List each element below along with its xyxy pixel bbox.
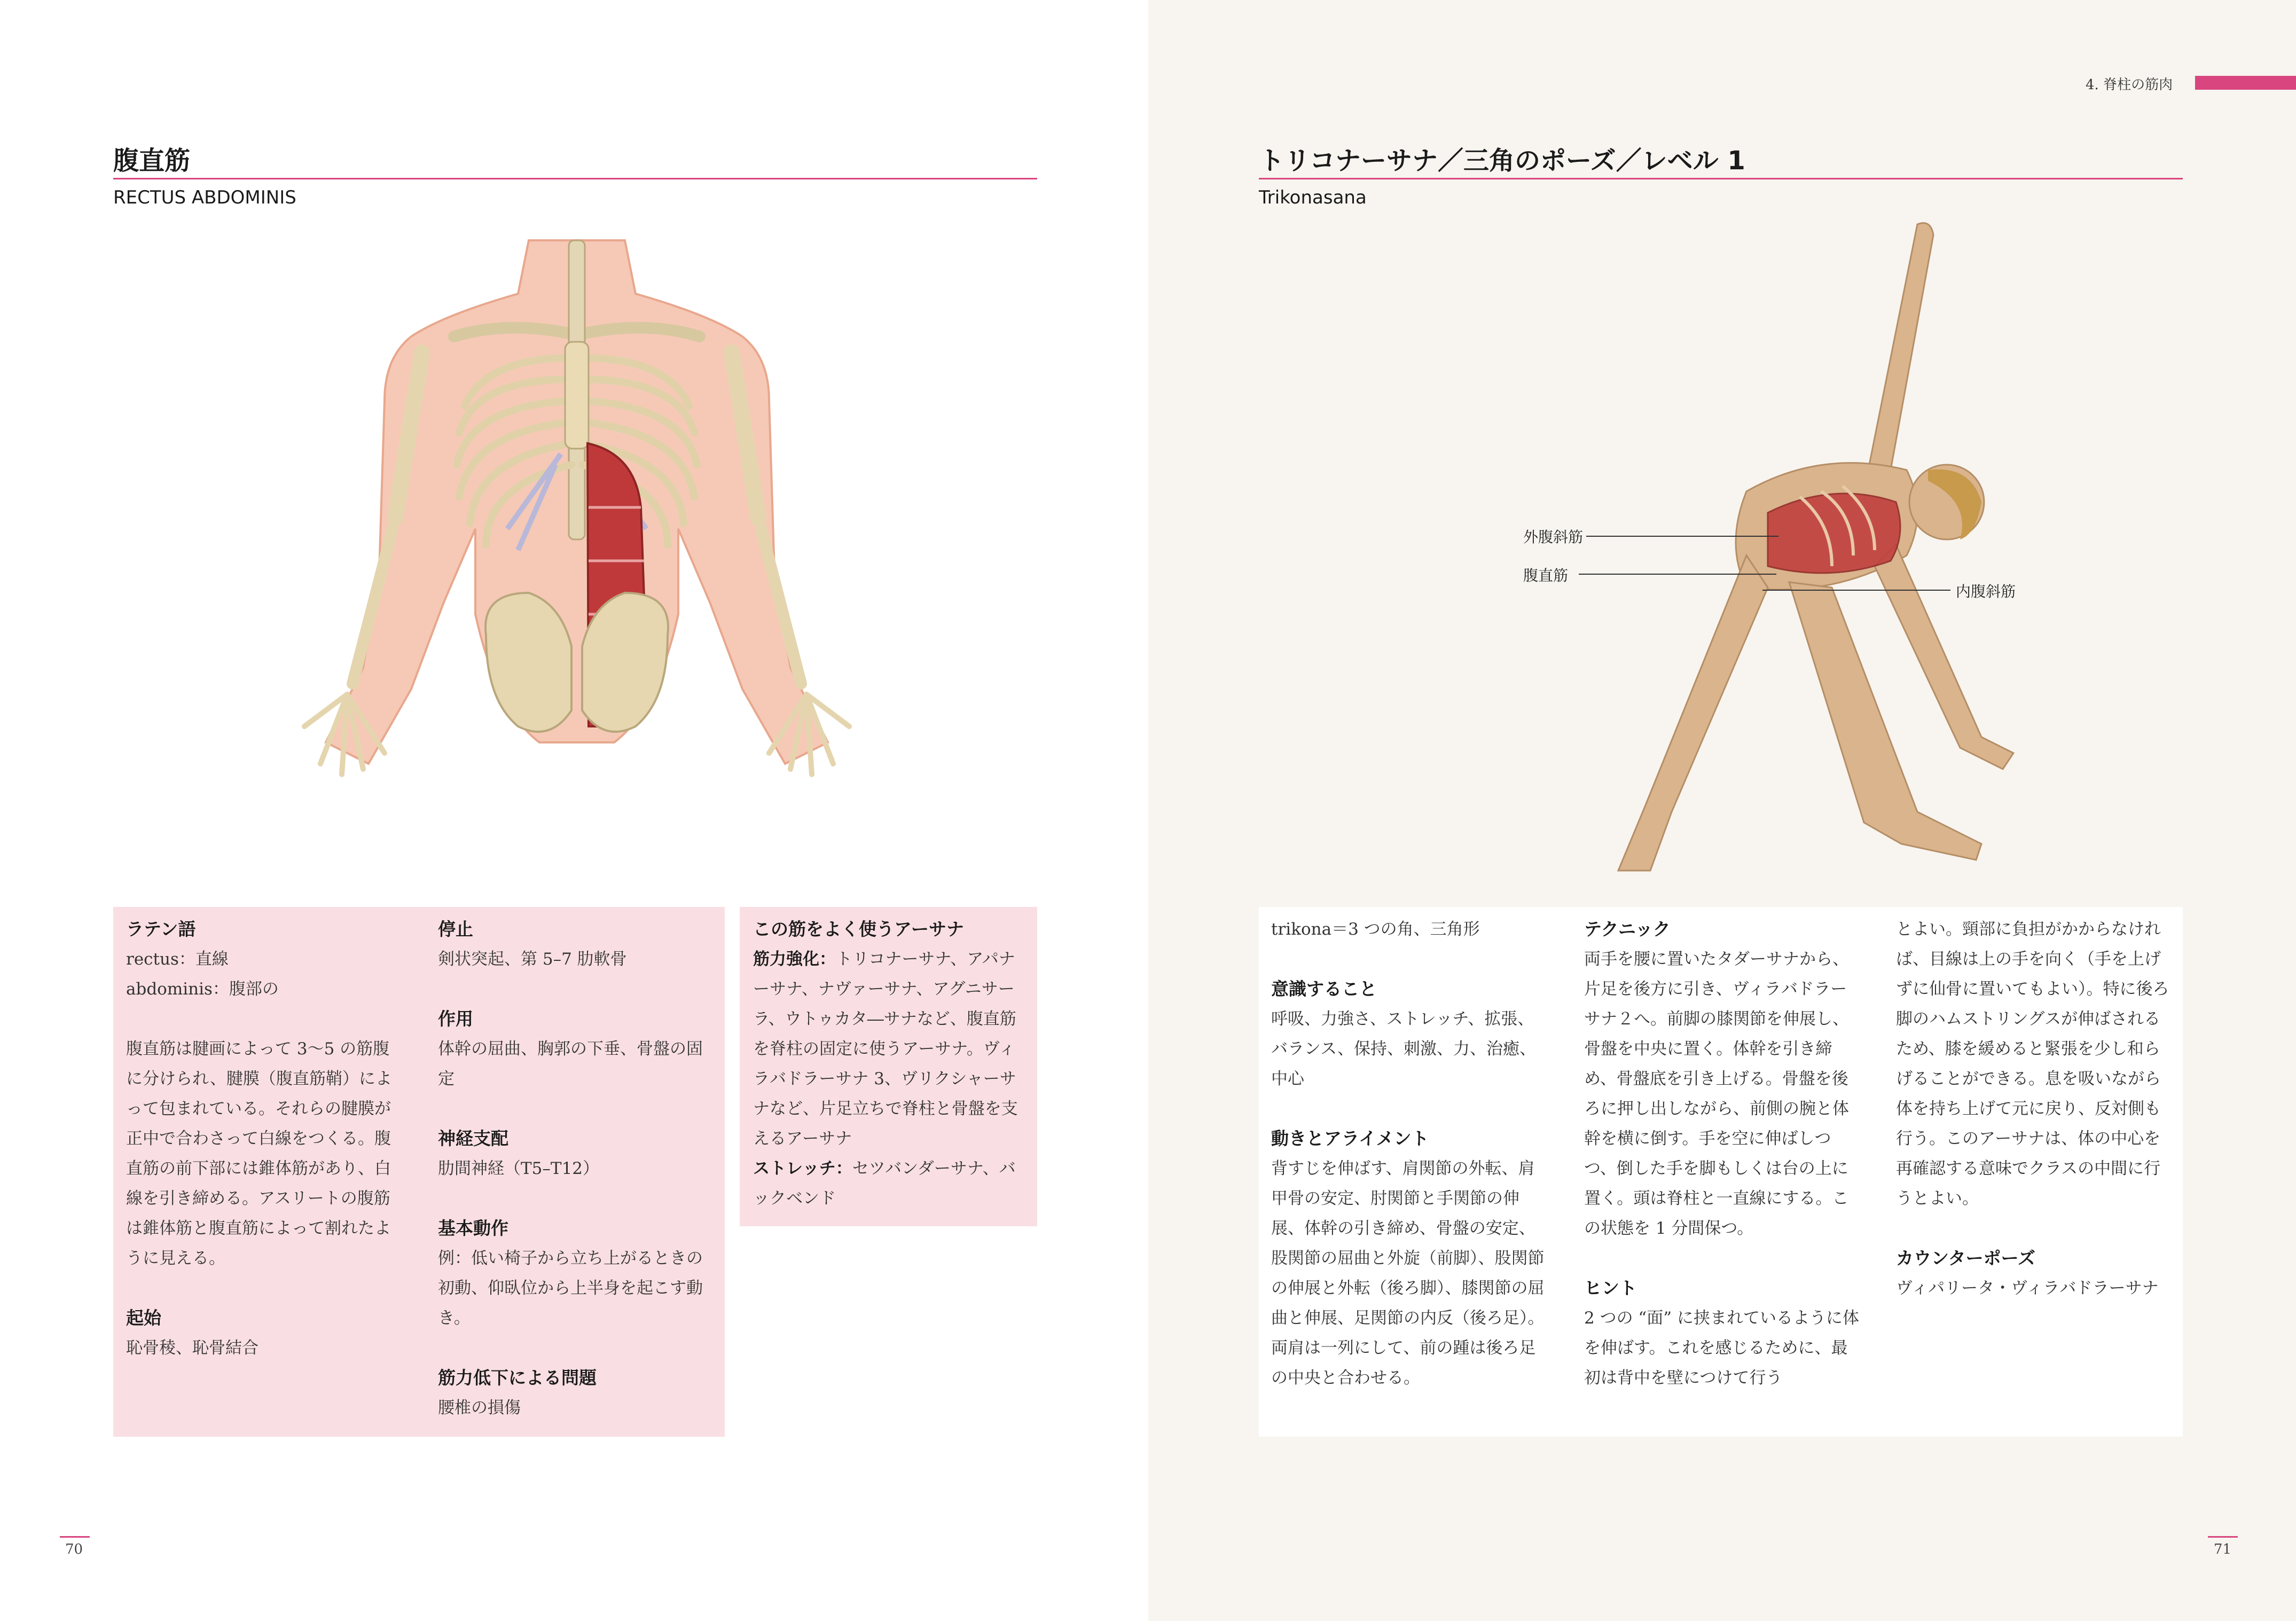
alignment-text: 背すじを伸ばす、肩関節の外転、肩甲骨の安定、肘関節と手関節の伸展、体幹の引き締め、骨盤の安定、股関節の屈曲と外旋（前脚）、股関節の伸展と外転（後ろ脚）、膝関節の屈曲と伸展、足関節の内反（後ろ足）。両肩は一列にして、前の踵は後ろ足の中央と合わせる。 <box>1271 1159 1545 1388</box>
chapter-tab <box>2195 76 2296 90</box>
rectus-abdominis-illustration <box>230 230 924 860</box>
counter-pose-heading: カウンターポーズ <box>1896 1248 2036 1268</box>
latin-heading: ラテン語 <box>126 919 196 939</box>
pose-column-3 <box>1896 914 2174 1303</box>
title-rule <box>1259 178 2183 179</box>
stretch-label: ストレッチ： <box>753 1159 852 1178</box>
action-text: 体幹の屈曲、胸郭の下垂、骨盤の固定 <box>438 1039 703 1089</box>
insertion-text: 剣状突起、第 5–7 肋軟骨 <box>438 950 627 969</box>
page-subtitle: Trikonasana <box>1259 187 1367 208</box>
pose-column-2 <box>1584 914 1862 1393</box>
page-number: 70 <box>65 1541 83 1557</box>
hint-text: 2 つの “面” に挟まれているように体を伸ばす。これを感じるために、最初は背中を壁につけて行う <box>1584 1309 1859 1388</box>
muscle-description: 腹直筋は腱画によって 3〜5 の筋腹に分けられ、腱膜（腹直筋鞘）によって包まれている。それらの腱膜が正中で合わさって白線をつくる。腹直筋の前下部には錐体筋があり、白線を引き締める。アスリートの腹筋は錐体筋と腹直筋によって割れたように見える。 <box>126 1039 392 1268</box>
weakness-text: 腰椎の損傷 <box>438 1398 521 1418</box>
asana-strength <box>753 944 1028 1154</box>
latin-line-2: abdominis：腹部の <box>126 980 279 999</box>
technique-text: 両手を腰に置いたタダーサナから、片足を後方に引き、ヴィラバドラーサナ２へ。前脚の膝関節を伸展し、骨盤を中央に置く。体幹を引き締め、骨盤底を引き上げる。骨盤を後ろに押し出しながら、前側の腕と体幹を横に倒す。手を空に伸ばしつつ、倒した手を脚もしくは台の上に置く。頭は脊柱と一直線にする。この状態を 1 分間保つ。 <box>1584 950 1849 1238</box>
counter-pose-text: ヴィパリータ・ヴィラバドラーサナ <box>1896 1279 2159 1298</box>
label-external-oblique: 外腹斜筋 <box>1523 528 1584 546</box>
page-number-rule <box>2208 1536 2238 1538</box>
strength-label: 筋力強化： <box>753 950 836 969</box>
asana-column <box>753 914 1028 1213</box>
asana-heading: この筋をよく使うアーサナ <box>753 919 965 939</box>
stretch-text: セツバンダーサナ、バックベンド <box>753 1159 1016 1208</box>
leader-rectus <box>1579 574 1776 575</box>
awareness-heading: 意識すること <box>1271 978 1377 999</box>
title-rule <box>113 178 1037 179</box>
abdominal-muscles-overlay <box>1768 494 1900 573</box>
movement-heading: 基本動作 <box>438 1218 508 1239</box>
trikonasana-figure <box>1447 214 2067 887</box>
technique-heading: テクニック <box>1584 919 1671 939</box>
asana-stretch <box>753 1154 1028 1213</box>
nerve-text: 肋間神経（T5–T12） <box>438 1159 600 1178</box>
leader-internal-oblique <box>1762 590 1950 591</box>
page-number: 71 <box>2214 1541 2232 1557</box>
nerve-heading: 神経支配 <box>438 1128 508 1149</box>
label-internal-oblique: 内腹斜筋 <box>1956 583 2016 600</box>
page-subtitle: RECTUS ABDOMINIS <box>113 187 296 208</box>
action-heading: 作用 <box>438 1008 473 1029</box>
sternum <box>565 342 589 449</box>
weakness-heading: 筋力低下による問題 <box>438 1367 597 1388</box>
right-page <box>1148 0 2296 1621</box>
info-column-2 <box>438 914 716 1423</box>
label-rectus: 腹直筋 <box>1523 567 1569 584</box>
page-title: 腹直筋 <box>113 146 191 176</box>
leader-external-oblique <box>1586 536 1778 537</box>
meaning-text: trikona＝3 つの角、三角形 <box>1271 920 1480 939</box>
alignment-heading: 動きとアライメント <box>1271 1128 1429 1149</box>
pose-column-1 <box>1271 914 1549 1393</box>
chapter-header: 4. 脊柱の筋肉 <box>2086 77 2173 93</box>
page-title: トリコナーサナ／三角のポーズ／レベル 1 <box>1259 146 1745 176</box>
page-number-rule <box>60 1536 90 1538</box>
info-column-1 <box>126 914 404 1363</box>
hint-heading: ヒント <box>1584 1278 1637 1298</box>
movement-text: 例：低い椅子から立ち上がるときの初動、仰臥位から上半身を起こす動き。 <box>438 1249 703 1328</box>
strength-text: トリコナーサナ、アパナーサナ、ナヴァーサナ、アグニサーラ、ウトゥカタ―サナなど、腹直筋を脊柱の固定に使うアーサナ。ヴィラバドラーサナ 3、ヴリクシャーサナなど、片足立ちで脊柱と骨盤を支えるアーサナ <box>753 950 1018 1148</box>
insertion-heading: 停止 <box>438 919 473 939</box>
origin-heading: 起始 <box>126 1307 161 1328</box>
latin-line-1: rectus：直線 <box>126 950 229 969</box>
origin-text: 恥骨稜、恥骨結合 <box>126 1338 258 1358</box>
hint-continued-text: とよい。頸部に負担がかからなければ、目線は上の手を向く（手を上げずに仙骨に置いてもよい）。特に後ろ脚のハムストリングスが伸ばされるため、膝を緩めると緊張を少し和らげることができる。息を吸いながら体を持ち上げて元に戻り、反対側も行う。このアーサナは、体の中心を再確認する意味でクラスの中間に行うとよい。 <box>1896 920 2169 1208</box>
awareness-text: 呼吸、力強さ、ストレッチ、拡張、バランス、保持、刺激、力、治癒、中心 <box>1271 1009 1536 1089</box>
